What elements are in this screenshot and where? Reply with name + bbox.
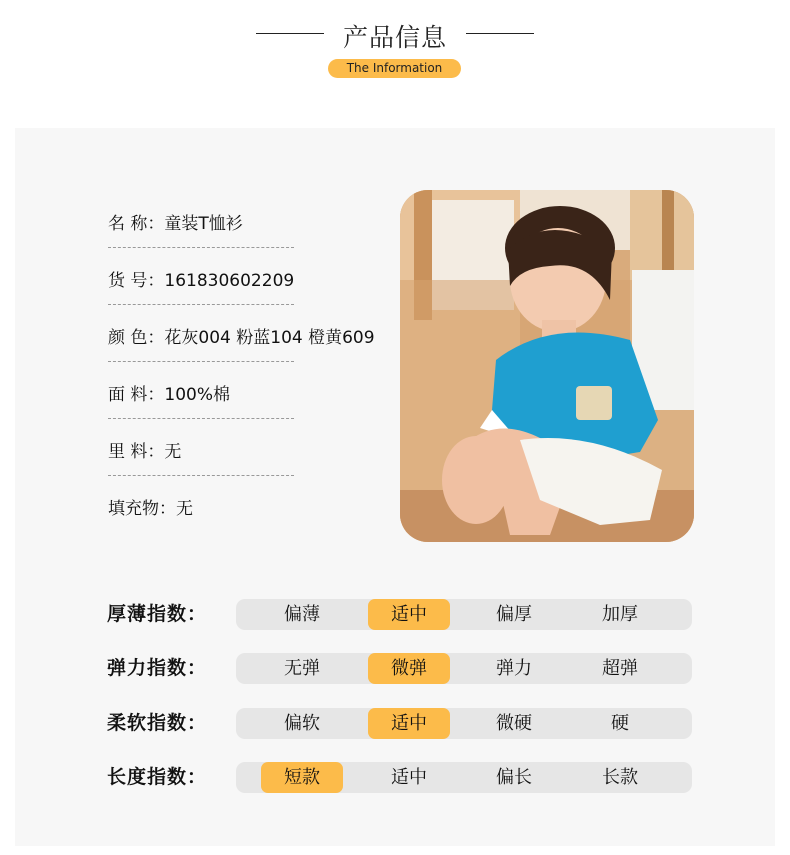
thickness-option-thin: 偏薄 [284, 604, 320, 625]
product-photo [400, 190, 694, 542]
softness-index-row [0, 708, 790, 740]
spec-fabric: 面 料：100%棉 [108, 385, 231, 405]
thickness-index-label: 厚薄指数： [107, 603, 208, 625]
length-option-long: 偏长 [496, 767, 532, 788]
spec-row-filling [108, 495, 398, 552]
elasticity-option-none: 无弹 [284, 658, 320, 679]
elasticity-option-super: 超弹 [602, 658, 638, 679]
softness-option-medium: 适中 [368, 708, 450, 739]
spec-lining: 里 料：无 [108, 442, 182, 462]
header [0, 0, 790, 128]
spec-divider [108, 418, 294, 419]
spec-divider [108, 475, 294, 476]
softness-index-bar [236, 708, 692, 739]
product-spec-list [108, 210, 398, 552]
softness-option-soft: 偏软 [284, 713, 320, 734]
spec-row-fabric [108, 381, 398, 438]
spec-name: 名 称：童装T恤衫 [108, 214, 243, 234]
length-index-row [0, 762, 790, 794]
elasticity-option-slight: 微弹 [368, 653, 450, 684]
spec-filling: 填充物：无 [108, 499, 193, 519]
length-option-short: 短款 [261, 762, 343, 793]
spec-divider [108, 361, 294, 362]
thickness-option-thick: 偏厚 [496, 604, 532, 625]
elasticity-index-bar [236, 653, 692, 684]
softness-index-label: 柔软指数： [107, 712, 208, 734]
subtitle-badge: The Information [328, 59, 461, 78]
title-divider-right [466, 33, 534, 34]
thickness-index-row [0, 599, 790, 631]
softness-option-hard: 硬 [611, 713, 629, 734]
elasticity-option-stretch: 弹力 [496, 658, 532, 679]
length-index-label: 长度指数： [107, 766, 208, 788]
spec-row-color [108, 324, 398, 381]
page-title: 产品信息 [342, 23, 447, 52]
thickness-option-medium: 适中 [368, 599, 450, 630]
spec-divider [108, 247, 294, 248]
spec-divider [108, 304, 294, 305]
thickness-index-bar [236, 599, 692, 630]
spec-color: 颜 色：花灰004 粉蓝104 橙黄609 [108, 328, 375, 348]
softness-option-slightly-hard: 微硬 [496, 713, 532, 734]
product-photo-illustration [400, 190, 694, 542]
length-option-medium: 适中 [391, 767, 427, 788]
length-index-bar [236, 762, 692, 793]
spec-row-lining [108, 438, 398, 495]
elasticity-index-row [0, 653, 790, 685]
spec-row-name [108, 210, 398, 267]
spec-row-sku [108, 267, 398, 324]
spec-sku: 货 号：161830602209 [108, 271, 295, 291]
elasticity-index-label: 弹力指数： [107, 657, 208, 679]
length-option-extra-long: 长款 [602, 767, 638, 788]
thickness-option-extra-thick: 加厚 [602, 604, 638, 625]
